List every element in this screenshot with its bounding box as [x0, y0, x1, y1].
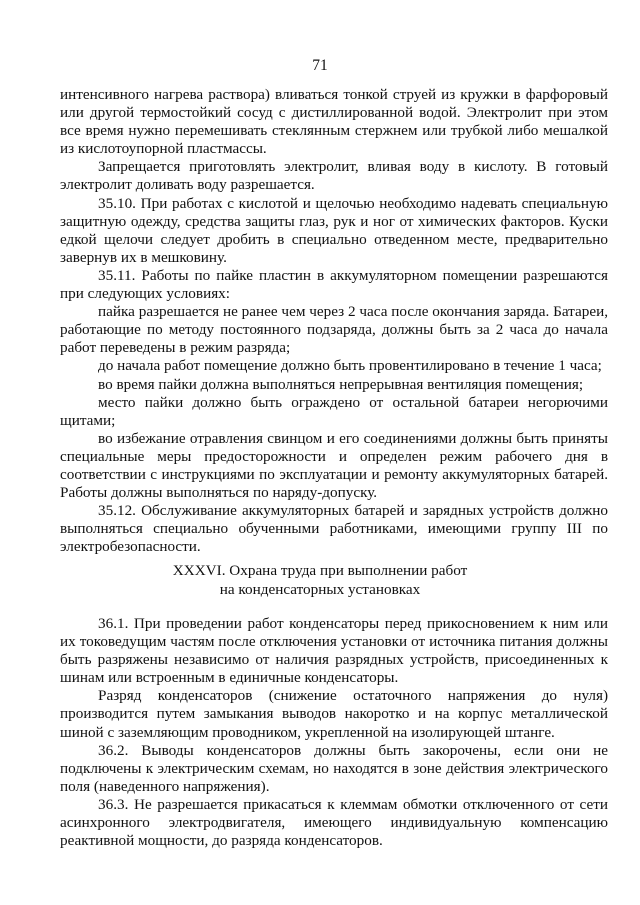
text-line: Работы должны выполняться по наряду-допуску.: [60, 484, 378, 502]
text-line: подключены к электрическим схемам, но находятся в зоне действия электрического: [60, 759, 608, 777]
heading-line: XXXVI. Охрана труда при выполнении работ: [172, 562, 468, 579]
text-line: 36.1. При проведении работ конденсаторы перед прикосновением к ним или: [98, 615, 608, 632]
text-line: асинхронного электродвигателя, имеющего индивидуальную компенсацию: [60, 814, 608, 832]
text-line: при следующих условиях:: [60, 285, 230, 303]
text-line: электролит доливать воду разрешается.: [60, 176, 315, 194]
text-line: 35.11. Работы по пайке пластин в аккумуляторном помещении разрешаются: [98, 266, 608, 284]
text-line: работающие по методу постоянного подзаряда, должны быть за 2 часа до начала: [60, 321, 608, 339]
text-line: или другой термостойкий сосуд с дистиллированной водой. Электролит при этом: [60, 104, 608, 122]
text-line: специальные меры предосторожности и определен режим рабочего дня в: [60, 447, 608, 465]
page-number: 71: [312, 57, 328, 74]
text-line: щитами;: [60, 411, 116, 429]
text-line: быть разряжены независимо от наличия разрядных устройств, присоединенных к: [60, 651, 608, 669]
text-line: защитную одежду, средства защиты глаз, рук и ног от химических факторов. Куски: [60, 212, 608, 230]
section-heading: [0, 562, 640, 599]
text-line: их токоведущим частям после отключения установки от источника питания должны: [60, 633, 608, 651]
text-line: все время нужно перемешивать стеклянным стержнем или трубкой либо мешалкой: [60, 122, 608, 140]
section-35-text: [60, 86, 608, 556]
text-line: Запрещается приготовлять электролит, вливая воду в кислоту. В готовый: [98, 158, 608, 176]
text-line: 35.12. Обслуживание аккумуляторных батарей и зарядных устройств должно: [98, 502, 608, 520]
text-line: 36.3. Не разрешается прикасаться к клеммам обмотки отключенного от сети: [98, 795, 608, 813]
text-line: едкой щелочи следует дробить в специально отведенном месте, предварительно: [60, 230, 608, 248]
text-line: выполняться специально обученными работниками, имеющими группу III по: [60, 520, 608, 538]
text-line: шиной с заземляющим проводником, укрепленной на изолирующей штанге.: [60, 723, 555, 741]
text-line: Разряд конденсаторов (снижение остаточного напряжения до нуля): [98, 687, 608, 705]
text-line: работ переведены в режим разряда;: [60, 339, 291, 357]
text-line: во избежание отравления свинцом и его соединениями должны быть приняты: [98, 429, 608, 447]
text-line: пайка разрешается не ранее чем через 2 часа после окончания заряда. Батареи,: [98, 303, 608, 321]
text-line: завернув их в мешковину.: [60, 248, 227, 266]
text-line: реактивной мощности, до разряда конденсаторов.: [60, 832, 383, 850]
text-line: производится путем замыкания выводов накоротко и на корпус металлической: [60, 705, 608, 723]
text-line: 36.2. Выводы конденсаторов должны быть закорочены, если они не: [98, 741, 608, 759]
text-line: 35.10. При работах с кислотой и щелочью необходимо надевать специальную: [98, 194, 608, 212]
text-line: до начала работ помещение должно быть провентилировано в течение 1 часа;: [98, 357, 602, 375]
text-line: во время пайки должна выполняться непрерывная вентиляция помещения;: [98, 375, 584, 393]
text-line: из кислотоупорной пластмассы.: [60, 140, 267, 158]
text-line: поля (наведенного напряжения).: [60, 777, 270, 795]
text-line: электробезопасности.: [60, 538, 201, 556]
text-line: место пайки должно быть ограждено от остальной батареи негорючими: [98, 393, 608, 411]
heading-line: на конденсаторных установках: [219, 580, 421, 598]
text-line: шинам или встроенным в единичные конденсаторы.: [60, 669, 399, 687]
text-line: соответствии с инструкциями по эксплуатации и ремонту аккумуляторных батарей.: [60, 465, 608, 483]
text-line: интенсивного нагрева раствора) вливаться тонкой струей из кружки в фарфоровый: [60, 86, 608, 103]
section-36-text: [60, 615, 608, 850]
